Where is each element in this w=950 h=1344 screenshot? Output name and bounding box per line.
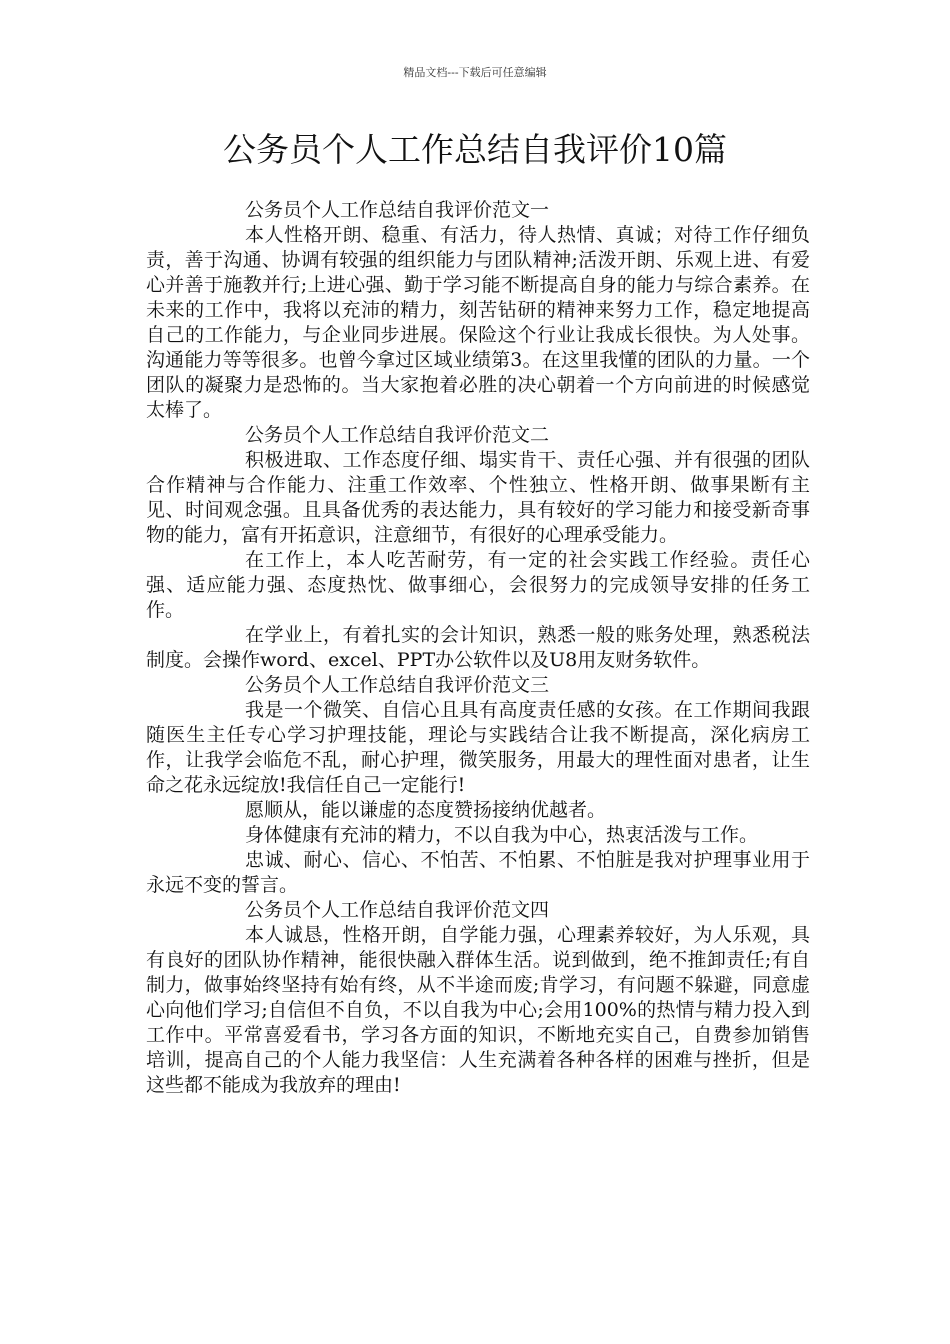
- paragraph: 在学业上，有着扎实的会计知识，熟悉一般的账务处理，熟悉税法制度。会操作word、excel、PPT办公软件以及U8用友财务软件。: [146, 624, 810, 671]
- header-note: 精品文档---下载后可任意编辑: [403, 66, 547, 79]
- paragraph: 我是一个微笑、自信心且具有高度责任感的女孩。在工作期间我跟随医生主任专心学习护理技能，理论与实践结合让我不断提高，深化病房工作，让我学会临危不乱，耐心护理，微笑服务，用最大的理性面对患者，让生命之花永远绽放!我信任自己一定能行!: [146, 699, 810, 796]
- document-title: 公务员个人工作总结自我评价10篇: [223, 130, 727, 169]
- section-heading-3: 公务员个人工作总结自我评价范文三: [245, 674, 550, 696]
- document-body: [146, 198, 810, 1098]
- section-heading-2: 公务员个人工作总结自我评价范文二: [245, 424, 550, 446]
- paragraph: 本人性格开朗、稳重、有活力，待人热情、真诚；对待工作仔细负责，善于沟通、协调有较强的组织能力与团队精神;活泼开朗、乐观上进、有爱心并善于施教并行;上进心强、勤于学习能不断提高自身的能力与综合素养。在未来的工作中，我将以充沛的精力，刻苦钻研的精神来努力工作，稳定地提高自己的工作能力，与企业同步进展。保险这个行业让我成长很快。为人处事。沟通能力等等很多。也曾今拿过区域业绩第3。在这里我懂的团队的力量。一个团队的凝聚力是恐怖的。当大家抱着必胜的决心朝着一个方向前进的时候感觉太棒了。: [146, 224, 810, 421]
- paragraph: 愿顺从，能以谦虚的态度赞扬接纳优越者。: [245, 799, 607, 821]
- section-heading-4: 公务员个人工作总结自我评价范文四: [245, 899, 550, 921]
- paragraph: 在工作上，本人吃苦耐劳，有一定的社会实践工作经验。责任心强、适应能力强、态度热忱、做事细心，会很努力的完成领导安排的任务工作。: [146, 549, 810, 621]
- section-heading-1: 公务员个人工作总结自我评价范文一: [245, 199, 550, 221]
- paragraph: 本人诚恳，性格开朗，自学能力强，心理素养较好，为人乐观，具有良好的团队协作精神，能很快融入群体生活。说到做到，绝不推卸责任;有自制力，做事始终坚持有始有终，从不半途而废;肯学习，有问题不躲避，同意虚心向他们学习;自信但不自负，不以自我为中心;会用100%的热情与精力投入到工作中。平常喜爱看书，学习各方面的知识，不断地充实自己，自费参加销售培训，提高自己的个人能力我坚信：人生充满着各种各样的困难与挫折，但是这些都不能成为我放弃的理由!: [146, 924, 810, 1096]
- paragraph: 忠诚、耐心、信心、不怕苦、不怕累、不怕脏是我对护理事业用于永远不变的誓言。: [146, 849, 810, 896]
- paragraph: 积极进取、工作态度仔细、塌实肯干、责任心强、并有很强的团队合作精神与合作能力、注重工作效率、个性独立、性格开朗、做事果断有主见、时间观念强。且具备优秀的表达能力，具有较好的学习能力和接受新奇事物的能力，富有开拓意识，注意细节，有很好的心理承受能力。: [146, 449, 810, 546]
- paragraph: 身体健康有充沛的精力，不以自我为中心，热衷活泼与工作。: [245, 824, 759, 846]
